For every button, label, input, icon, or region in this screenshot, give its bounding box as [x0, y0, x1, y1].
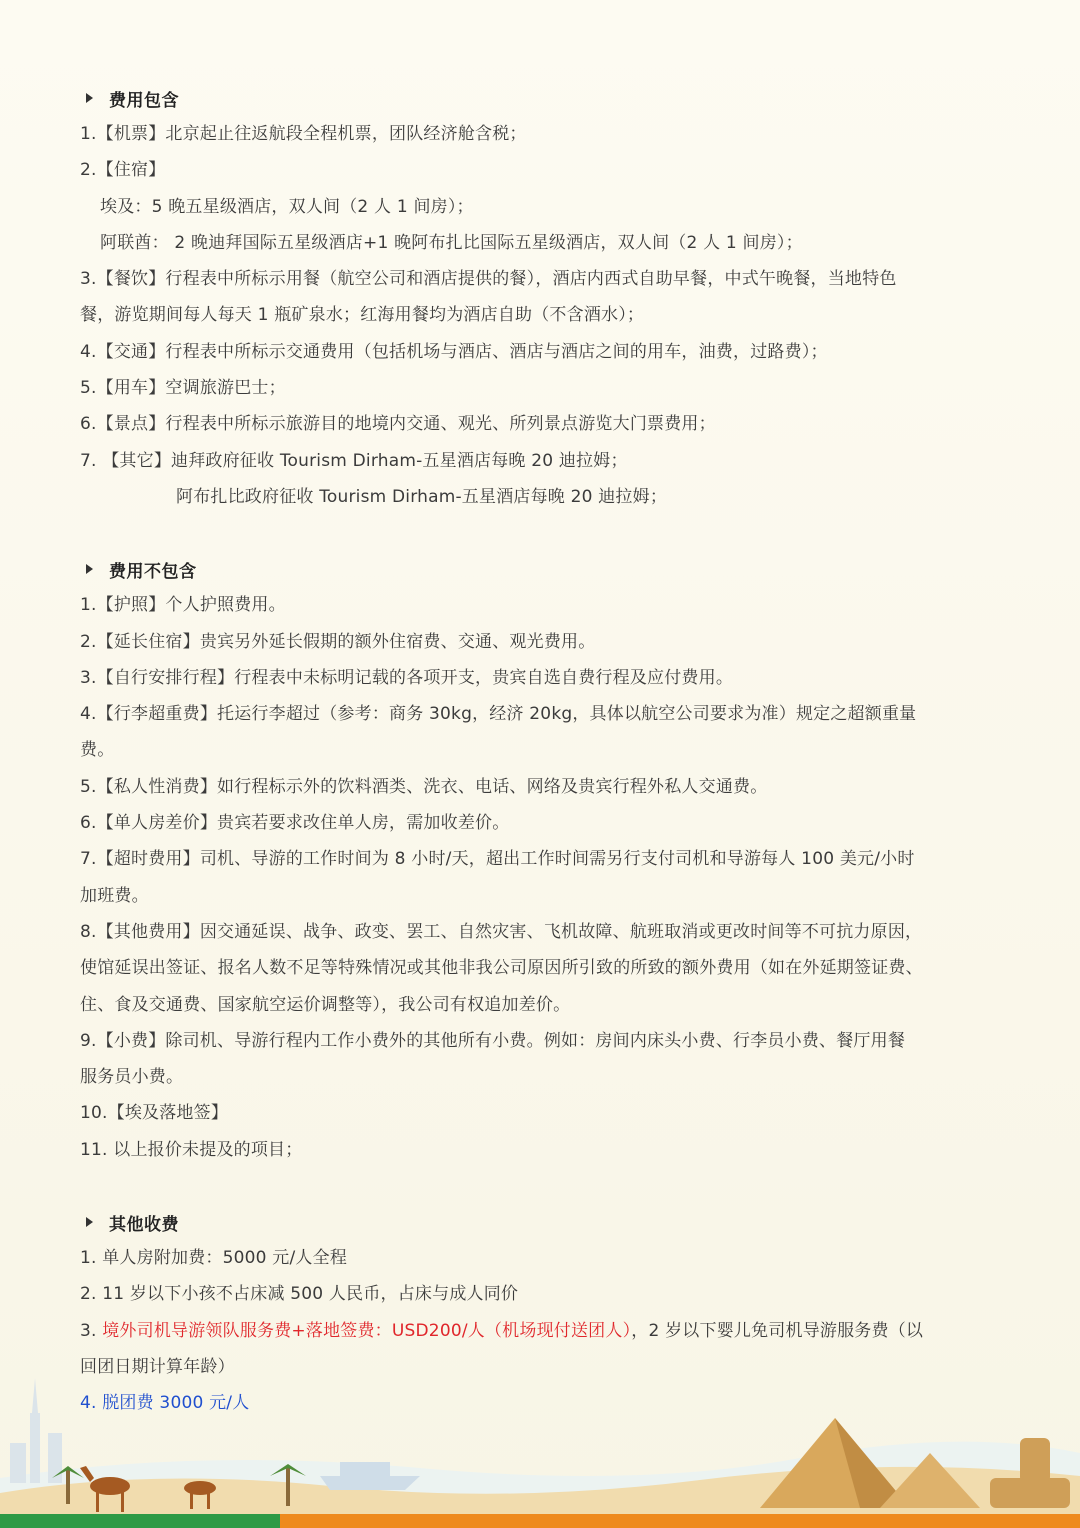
triangle-bullet-icon	[86, 564, 93, 574]
section-header-excluded	[86, 551, 1010, 587]
list-item: 阿联酋： 2 晚迪拜国际五星级酒店+1 晚阿布扎比国际五星级酒店，双人间（2 人 1 间房）；	[100, 232, 803, 253]
item-number: 3.	[80, 1320, 103, 1341]
list-item: 7.【超时费用】司机、导游的工作时间为 8 小时/天，超出工作时间需另行支付司机和导游每人 100 美元/小时	[80, 849, 915, 870]
list-item: 使馆延误出签证、报名人数不足等特殊情况或其他非我公司原因所引致的所致的额外费用（如在外延期签证费、	[80, 958, 923, 979]
list-item: 1.【机票】北京起止往返航段全程机票，团队经济舱含税；	[80, 124, 527, 144]
section-header-included	[86, 80, 1010, 116]
list-item: 服务员小费。	[80, 1067, 184, 1088]
item-text: ，2 岁以下婴儿免司机导游服务费（以	[631, 1320, 924, 1341]
list-item	[80, 1313, 1010, 1349]
list-item: 餐，游览期间每人每天 1 瓶矿泉水；红海用餐均为酒店自助（不含酒水）；	[80, 305, 645, 326]
list-item: 2. 11 岁以下小孩不占床减 500 人民币，占床与成人同价	[80, 1284, 519, 1305]
list-item: 回团日期计算年龄）	[80, 1356, 235, 1377]
list-item: 住、食及交通费、国家航空运价调整等），我公司有权追加差价。	[80, 994, 571, 1015]
list-item: 4.【交通】行程表中所标示交通费用（包括机场与酒店、酒店与酒店之间的用车，油费，过路费）；	[80, 341, 828, 362]
highlighted-fee-text: 境外司机导游领队服务费+落地签费：USD200/人（机场现付送团人）	[102, 1320, 632, 1341]
travel-landscape-illustration	[0, 1358, 1080, 1528]
list-item: 1. 单人房附加费：5000 元/人全程	[80, 1248, 348, 1269]
section-title: 费用不包含	[109, 561, 197, 582]
triangle-bullet-icon	[86, 93, 93, 103]
list-item: 10.【埃及落地签】	[80, 1103, 229, 1124]
list-item: 阿布扎比政府征收 Tourism Dirham-五星酒店每晚 20 迪拉姆；	[176, 486, 668, 507]
list-item: 8.【其他费用】因交通延误、战争、政变、罢工、自然灾害、飞机故障、航班取消或更改时间等不可抗力原因，	[80, 921, 923, 942]
list-item: 3.【餐饮】行程表中所标示用餐（航空公司和酒店提供的餐），酒店内西式自助早餐，中式午晚餐，当地特色	[80, 269, 897, 290]
list-item: 2.【延长住宿】贵宾另外延长假期的额外住宿费、交通、观光费用。	[80, 631, 596, 652]
list-item: 1.【护照】个人护照费用。	[80, 595, 286, 616]
section-title: 费用包含	[109, 90, 179, 111]
list-item: 11. 以上报价未提及的项目；	[80, 1139, 303, 1160]
list-item: 埃及：5 晚五星级酒店，双人间（2 人 1 间房）；	[100, 196, 474, 217]
list-item: 6.【单人房差价】贵宾若要求改住单人房，需加收差价。	[80, 813, 510, 834]
list-item: 5.【用车】空调旅游巴士；	[80, 378, 286, 399]
list-item: 2.【住宿】	[80, 160, 166, 181]
section-header-other	[86, 1204, 1010, 1240]
section-excluded	[80, 551, 1010, 1168]
city-skyline-icon	[10, 1378, 62, 1483]
footer-orange-bar	[280, 1514, 1080, 1528]
list-item: 5.【私人性消费】如行程标示外的饮料酒类、洗衣、电话、网络及贵宾行程外私人交通费。	[80, 776, 768, 797]
list-item: 9.【小费】除司机、导游行程内工作小费外的其他所有小费。例如：房间内床头小费、行李员小费、餐厅用餐	[80, 1030, 906, 1051]
list-item: 4.【行李超重费】托运行李超过（参考：商务 30kg，经济 20kg，具体以航空公司要求为准）规定之超额重量	[80, 704, 917, 725]
list-item-highlighted: 4. 脱团费 3000 元/人	[80, 1393, 250, 1414]
list-item: 加班费。	[80, 885, 149, 906]
document-content	[80, 80, 1010, 1458]
list-item: 7. 【其它】迪拜政府征收 Tourism Dirham-五星酒店每晚 20 迪拉姆；	[80, 450, 628, 471]
list-item: 3.【自行安排行程】行程表中未标明记载的各项开支，贵宾自选自费行程及应付费用。	[80, 667, 734, 688]
section-title: 其他收费	[109, 1214, 179, 1235]
section-included	[80, 80, 1010, 515]
triangle-bullet-icon	[86, 1217, 93, 1227]
list-item: 6.【景点】行程表中所标示旅游目的地境内交通、观光、所列景点游览大门票费用；	[80, 414, 716, 435]
list-item: 费。	[80, 740, 115, 761]
